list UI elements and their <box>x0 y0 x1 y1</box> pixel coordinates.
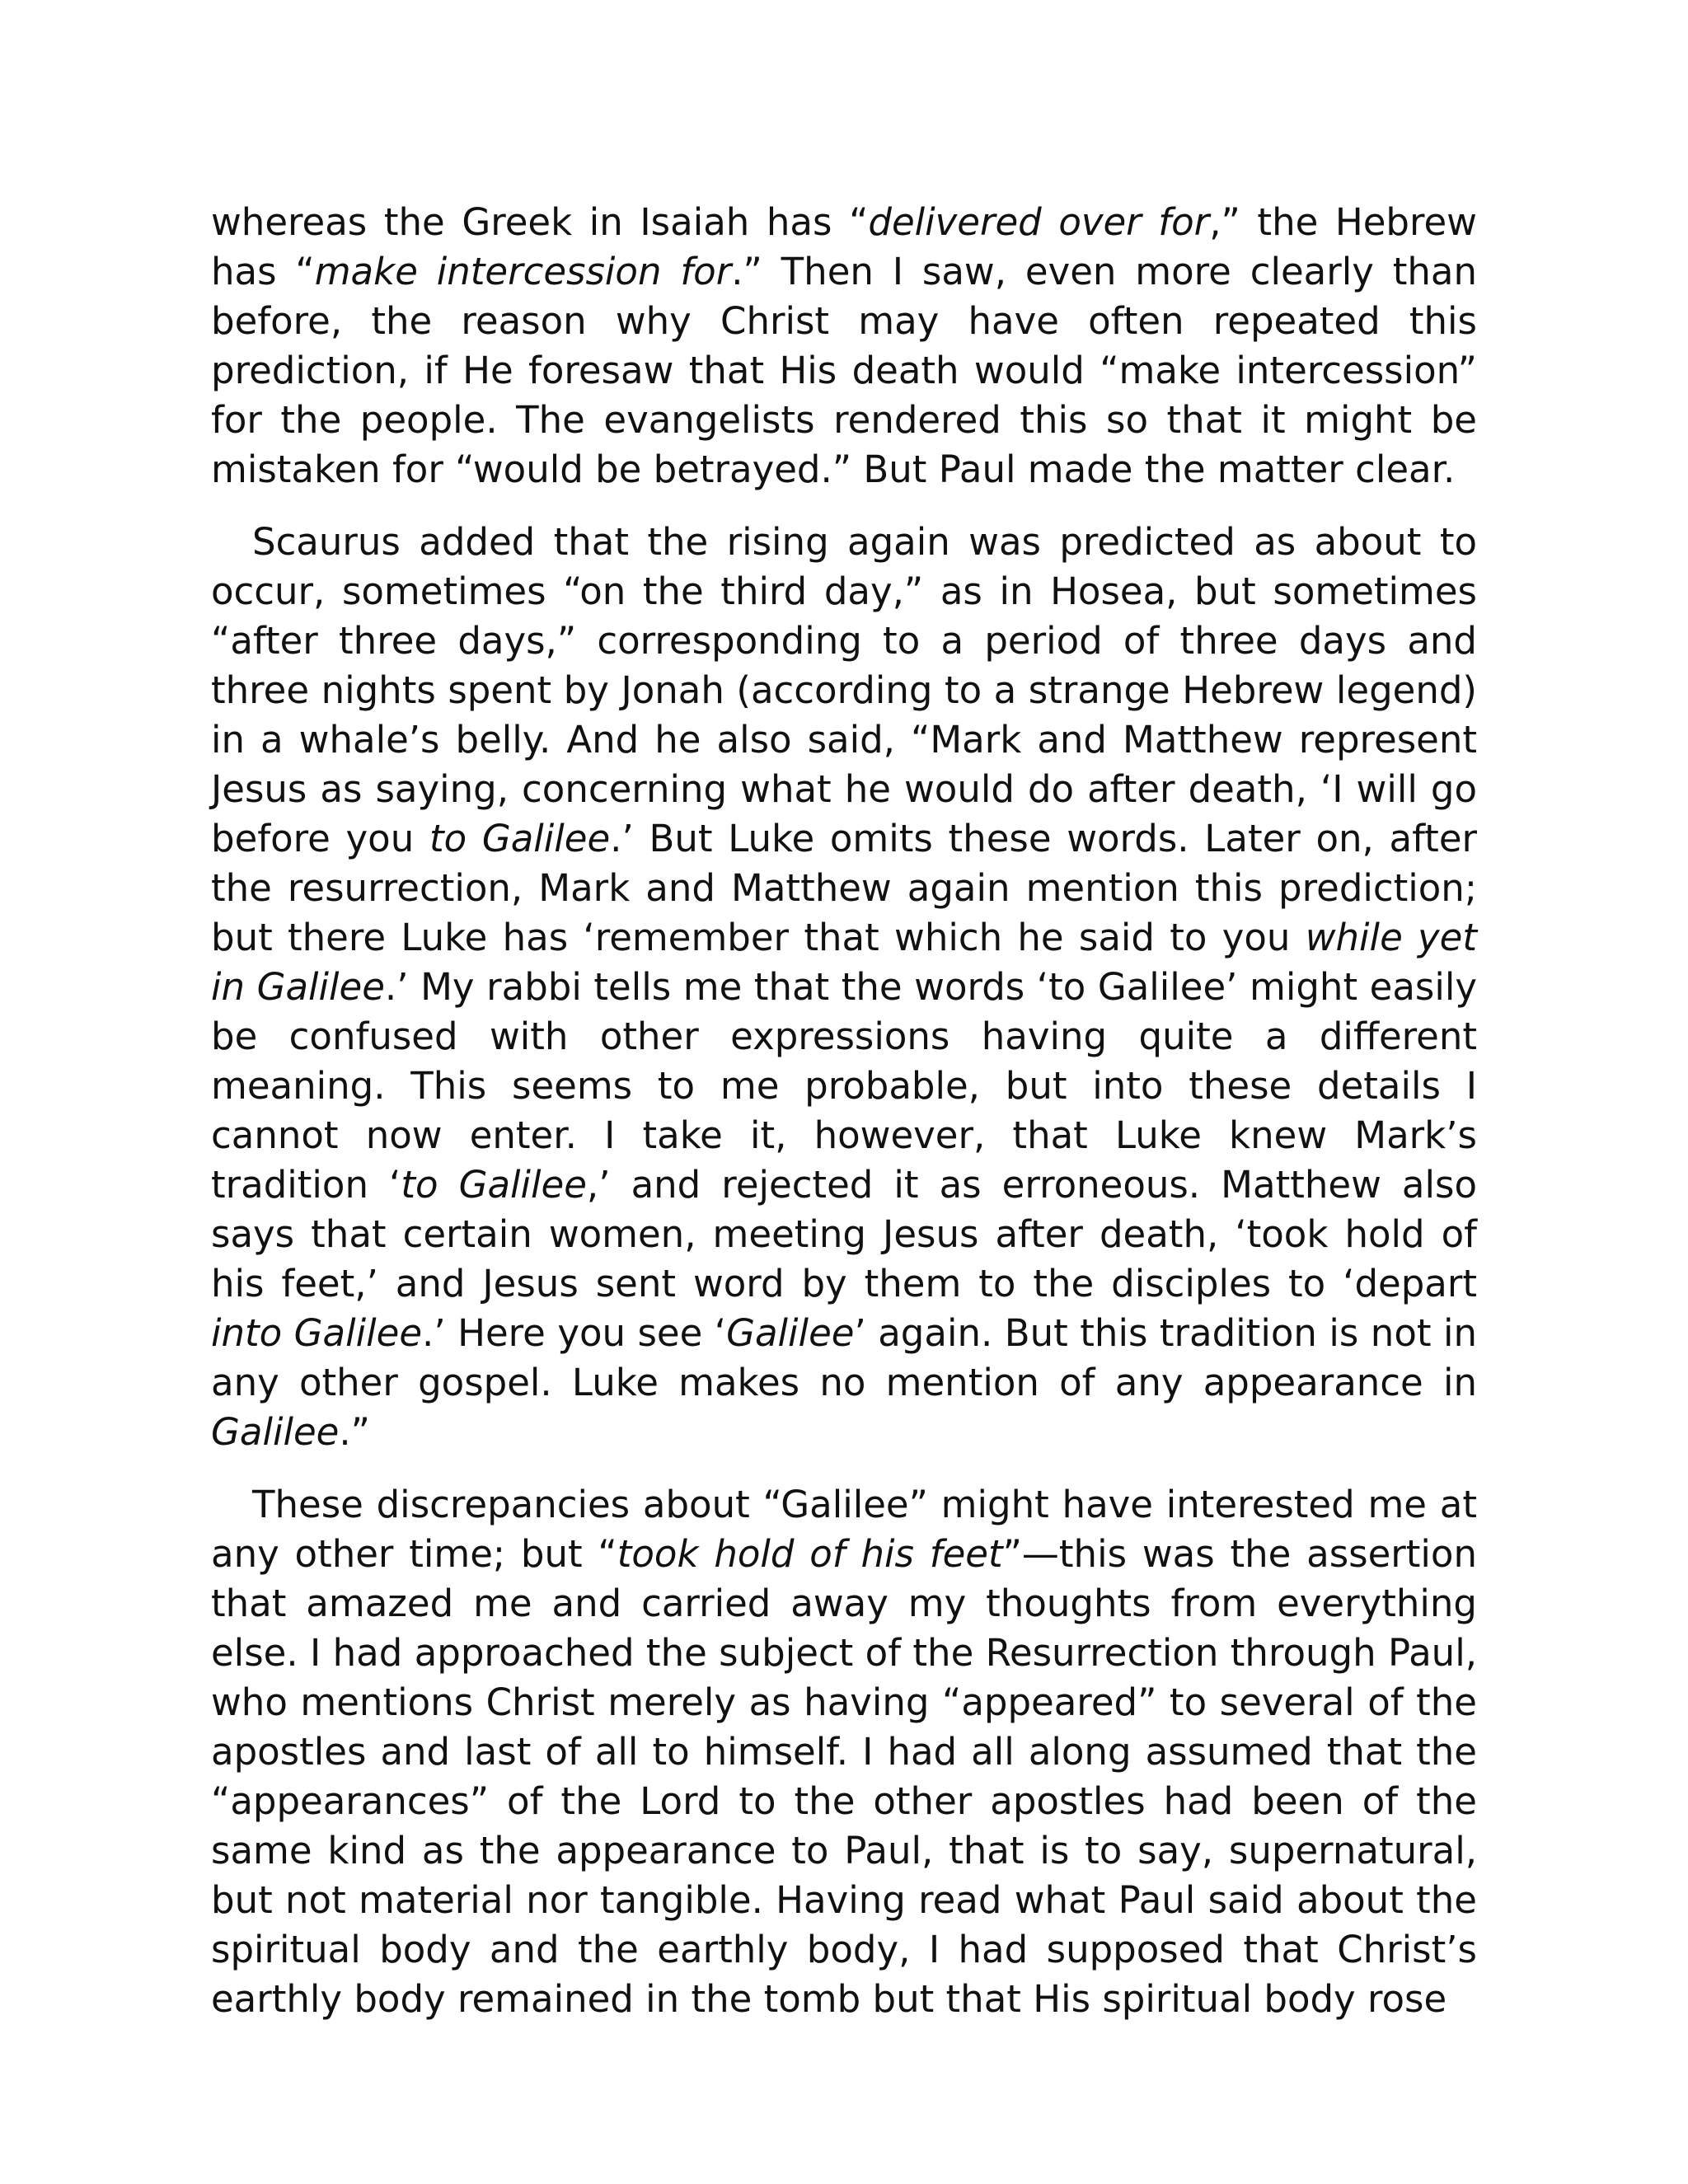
italic-text-run: to Galilee <box>429 817 611 860</box>
body-text <box>211 198 1477 2047</box>
text-run: These discrepancies about “Galilee” might have interested me at any other time; but “ <box>211 1483 1477 1576</box>
text-run: .” <box>339 1410 370 1454</box>
italic-text-run: while yet in Galilee <box>211 916 1478 1009</box>
italic-text-run: into Galilee <box>211 1311 423 1355</box>
italic-text-run: took hold of his feet <box>617 1532 1003 1576</box>
text-run: ’ again. But this tradition is not in any other gospel. Luke makes no mention of any appearance in <box>211 1311 1477 1404</box>
text-run: ”—this was the assertion that amazed me and carried away my thoughts from everything else. I had approached the subject of the Resurrection through Paul, who mentions Christ merely as having “appeared” to several of the apostles and last of all to himself. I had all along assumed that the “appearances” of the Lord to the other apostles had been of the same kind as the appearance to Paul, that is to say, supernatural, but not material nor tangible. Having read what Paul said about the spiritual body and the earthly body, I had supposed that Christ’s earthly body remained in the tomb but that His spiritual body rose <box>211 1532 1477 2021</box>
paragraph-3 <box>211 1480 1477 2024</box>
text-run: Scaurus added that the rising again was predicted as about to occur, sometimes “on the third day,” as in Hosea, but sometimes “after three days,” corresponding to a period of three days and three nights spent by Jonah (according to a strange Hebrew legend) in a whale’s belly. And he also said, “Mark and Matthew represent Jesus as saying, concerning what he would do after death, ‘I will go before you <box>211 520 1477 860</box>
italic-text-run: Galilee <box>211 1410 340 1454</box>
text-run: .’ But Luke omits these words. Later on, after the resurrection, Mark and Matthew again mention this prediction; but there Luke has ‘remember that which he said to you <box>211 817 1478 959</box>
text-run: .” Then I saw, even more clearly than before, the reason why Christ may have often repeated this prediction, if He foresaw that His death would “make intercession” for the people. The evangelists rendered this so that it might be mistaken for “would be betrayed.” But Paul made the matter clear. <box>211 250 1477 491</box>
text-run: .’ Here you see ‘ <box>422 1311 727 1355</box>
text-run: ,” the Hebrew has “ <box>211 200 1477 293</box>
italic-text-run: make intercession for <box>314 250 732 293</box>
text-run: .’ My rabbi tells me that the words ‘to Galilee’ might easily be confused with other expressions having quite a different meaning. This seems to me probable, but into these details I cannot now enter. I take it, however, that Luke knew Mark’s tradition ‘ <box>211 965 1477 1207</box>
paragraph-2 <box>211 518 1477 1457</box>
text-run: ,’ and rejected it as erroneous. Matthew also says that certain women, meeting Jesus after death, ‘took hold of his feet,’ and Jesus sent word by them to the disciples to ‘depart <box>211 1163 1477 1305</box>
paragraph-1 <box>211 198 1477 494</box>
italic-text-run: Galilee <box>726 1311 855 1355</box>
italic-text-run: delivered over for <box>868 200 1210 244</box>
text-run: whereas the Greek in Isaiah has “ <box>211 200 869 244</box>
italic-text-run: to Galilee <box>401 1163 587 1207</box>
